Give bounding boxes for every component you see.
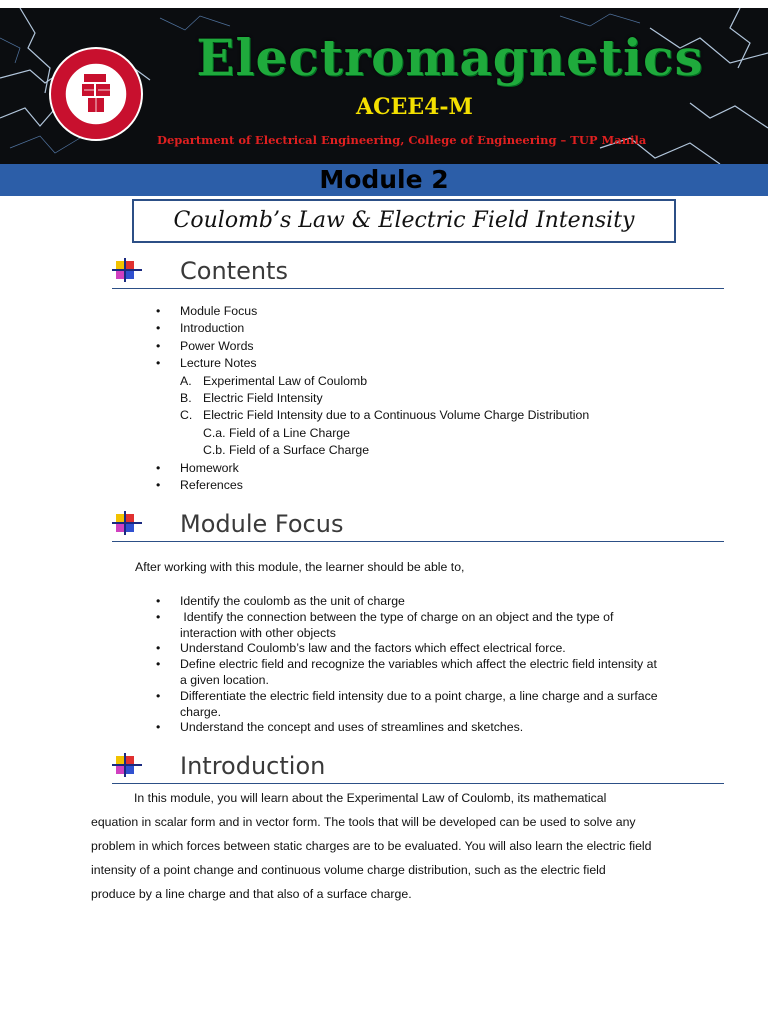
list-item: C.b. Field of a Surface Charge xyxy=(203,443,370,458)
list-item: • Define electric field and recognize the variables which affect the electric field intensity at a given location. xyxy=(155,657,658,689)
list-item: C.a. Field of a Line Charge xyxy=(203,425,350,440)
module-focus-list xyxy=(155,594,658,736)
list-item: • Differentiate the electric field intensity due to a point charge, a line charge and a surface charge. xyxy=(155,689,658,721)
heading-bullet-icon xyxy=(112,753,142,779)
list-item: • Understand Coulomb’s law and the factors which effect electrical force. xyxy=(155,641,658,657)
introduction-paragraph: In this module, you will learn about the Experimental Law of Coulomb, its mathematical equation in scalar form and in vector form. The tools that will be developed can be used to solve any problem in which forces between static charges are to be evaluated. You will also learn the electric field intensity of a point change and continuous volume charge distribution, such as the electric field produce by a line charge and that also of a surface charge. xyxy=(91,791,652,901)
topic-title: Coulomb’s Law & Electric Field Intensity xyxy=(173,208,635,233)
list-item: • References xyxy=(155,477,589,494)
list-item: • Lecture Notes xyxy=(155,355,589,372)
module-focus-heading xyxy=(112,509,724,542)
list-item: • Module Focus xyxy=(155,303,589,320)
list-item: • Identify the connection between the type of charge on an object and the type of interaction with other objects xyxy=(155,610,658,642)
list-item: B. Electric Field Intensity xyxy=(180,391,323,406)
contents-heading-text: Contents xyxy=(180,257,288,285)
module-bar xyxy=(0,164,768,196)
list-item: • Understand the concept and uses of streamlines and sketches. xyxy=(155,720,658,736)
university-seal-icon xyxy=(48,46,144,142)
heading-bullet-icon xyxy=(112,511,142,537)
list-item: • Identify the coulomb as the unit of charge xyxy=(155,594,658,610)
list-item: A. Experimental Law of Coulomb xyxy=(180,373,368,388)
banner-title: Electromagnetics xyxy=(196,28,704,87)
topic-box xyxy=(132,199,676,243)
list-item: C. Electric Field Intensity due to a Continuous Volume Charge Distribution xyxy=(180,408,590,423)
module-focus-heading-text: Module Focus xyxy=(180,510,344,538)
module-focus-intro: After working with this module, the learner should be able to, xyxy=(135,560,465,574)
module-label: Module 2 xyxy=(319,165,449,194)
introduction-heading-text: Introduction xyxy=(180,752,326,780)
introduction-heading xyxy=(112,751,724,784)
department-line: Department of Electrical Engineering, College of Engineering – TUP Manila xyxy=(157,133,647,147)
contents-list xyxy=(155,303,589,494)
list-item: • Power Words xyxy=(155,338,589,355)
list-item: • Introduction xyxy=(155,320,589,337)
heading-bullet-icon xyxy=(112,258,142,284)
contents-heading xyxy=(112,256,724,289)
list-item: • Homework xyxy=(155,460,589,477)
course-code: ACEE4-M xyxy=(356,94,473,120)
header-banner xyxy=(0,8,768,164)
